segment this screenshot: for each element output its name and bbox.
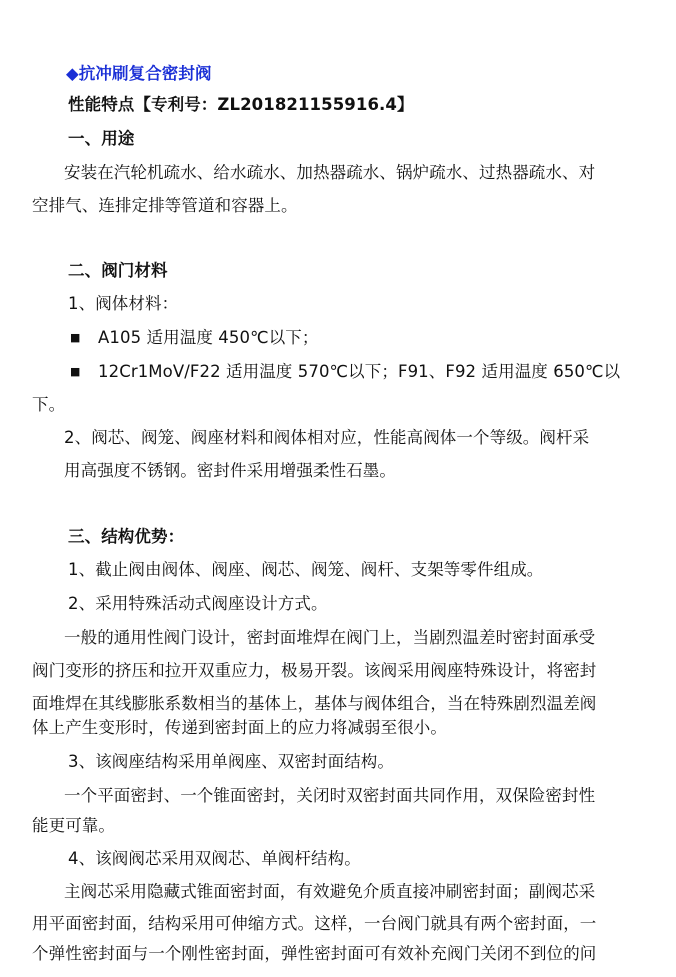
structure-p5-line-2: 能更可靠。 xyxy=(32,816,115,835)
material-item-1: 1、阀体材料： xyxy=(68,294,179,313)
usage-text-line-2: 空排气、连排定排等管道和容器上。 xyxy=(32,196,298,215)
structure-p6: 4、该阀阀芯采用双阀芯、单阀杆结构。 xyxy=(68,849,361,868)
material-bullet-2-continuation: 下。 xyxy=(32,395,66,414)
section-heading-structure: 三、结构优势： xyxy=(68,527,185,546)
usage-text-line-1: 安装在汽轮机疏水、给水疏水、加热器疏水、锅炉疏水、过热器疏水、对 xyxy=(64,163,596,182)
structure-p2: 2、采用特殊活动式阀座设计方式。 xyxy=(68,594,328,613)
structure-p3-line-3: 面堆焊在其线膨胀系数相当的基体上，基体与阀体组合，当在特殊剧烈温差阀 xyxy=(32,694,597,713)
patent-subtitle: 性能特点【专利号：ZL201821155916.4】 xyxy=(68,95,414,114)
structure-p3-line-2: 阀门变形的挤压和拉开双重应力，极易开裂。该阀采用阀座特殊设计，将密封 xyxy=(32,661,597,680)
section-heading-usage: 一、用途 xyxy=(68,129,135,148)
structure-p5-line-1: 一个平面密封、一个锥面密封，关闭时双密封面共同作用，双保险密封性 xyxy=(64,786,596,805)
section-heading-material: 二、阀门材料 xyxy=(68,261,168,280)
bullet-square-icon: ■ xyxy=(70,331,81,344)
structure-p3-line-4: 体上产生变形时，传递到密封面上的应力将减弱至很小。 xyxy=(32,718,447,737)
structure-p4: 3、该阀座结构采用单阀座、双密封面结构。 xyxy=(68,752,394,771)
structure-p7-line-1: 主阀芯采用隐藏式锥面密封面，有效避免介质直接冲刷密封面；副阀芯采 xyxy=(64,882,596,901)
structure-p3-line-1: 一般的通用性阀门设计，密封面堆焊在阀门上，当剧烈温差时密封面承受 xyxy=(64,628,596,647)
material-bullet-2-text: 12Cr1MoV/F22 适用温度 570℃以下；F91、F92 适用温度 650℃以 xyxy=(98,362,621,381)
material-item-2-line-1: 2、阀芯、阀笼、阀座材料和阀体相对应，性能高阀体一个等级。阀杆采 xyxy=(64,428,590,447)
structure-p1: 1、截止阀由阀体、阀座、阀芯、阀笼、阀杆、支架等零件组成。 xyxy=(68,560,544,579)
material-bullet-1 xyxy=(0,326,676,350)
product-title: ◆抗冲刷复合密封阀 xyxy=(66,64,212,83)
material-item-2-line-2: 用高强度不锈钢。密封件采用增强柔性石墨。 xyxy=(64,461,396,480)
structure-p7-line-3: 个弹性密封面与一个刚性密封面，弹性密封面可有效补充阀门关闭不到位的问 xyxy=(32,944,597,963)
structure-p7-line-2: 用平面密封面，结构采用可伸缩方式。这样，一台阀门就具有两个密封面，一 xyxy=(32,914,597,933)
bullet-square-icon: ■ xyxy=(70,365,81,378)
material-bullet-1-text: A105 适用温度 450℃以下； xyxy=(98,328,319,347)
material-bullet-2 xyxy=(0,360,676,384)
